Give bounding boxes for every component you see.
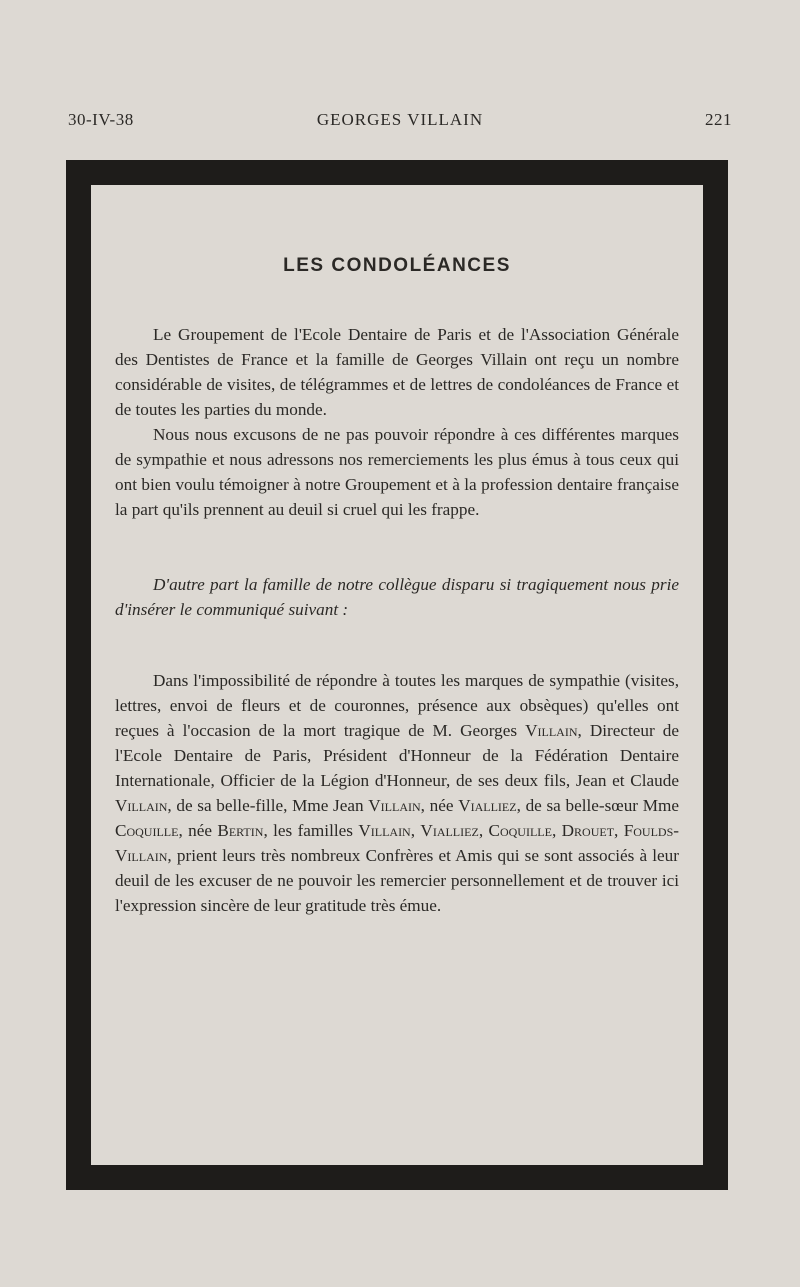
- separator: ,: [410, 821, 421, 840]
- notice-title: LES CONDOLÉANCES: [283, 255, 511, 276]
- paragraph-1: Le Groupement de l'Ecole Dentaire de Paris et de l'Association Générale des Dentistes de France et la famille de Georges Villain ont reçu un nombre considérable de visites, de télégrammes et de lettres de condoléances de France et de toutes les parties du monde.: [115, 325, 679, 419]
- communique-text-f: , née: [178, 821, 218, 840]
- communique-text-d: , née: [420, 796, 459, 815]
- separator: ,: [478, 821, 489, 840]
- name-villain: Villain: [115, 796, 168, 815]
- page-number: 221: [705, 110, 732, 129]
- name-vialliez: Vialliez: [458, 796, 517, 815]
- name-vialliez: Vialliez: [420, 821, 479, 840]
- communique-text-e: , de sa belle-sœur Mme: [516, 796, 679, 815]
- paragraph-2: Nous nous excusons de ne pas pouvoir répondre à ces différentes marques de sympathie et nous adressons nos remerciements les plus émus à tous ceux qui ont bien voulu témoigner à notre Groupement et à la profession dentaire française la part qu'ils prennent au deuil si cruel qui les frappe.: [115, 425, 679, 519]
- mourning-border: [66, 160, 728, 1190]
- notice-body: [91, 185, 703, 1165]
- communique-text-c: , de sa belle-fille, Mme Jean: [167, 796, 369, 815]
- communique-text-a: Dans l'impossibilité de répondre à toutes les marques de sympathie (visites, lettres, envoi de fleurs et de couronnes, présence aux obsèques) qu'elles ont reçues à l'occasion de la mort tragique de M. Georges: [115, 671, 679, 740]
- communique-text-h: , prient leurs très nombreux Confrères et Amis qui se sont associés à leur deuil de les excuser de ne pouvoir les remercier personnellement et de trouver ici l'expression sincère de leur gratitude très émue.: [115, 846, 679, 915]
- header-date: 30-IV-38: [68, 110, 134, 129]
- name-drouet: Drouet: [561, 821, 615, 840]
- name-villain: Villain: [358, 821, 411, 840]
- name-villain: Villain: [368, 796, 421, 815]
- page-header: [68, 110, 732, 138]
- name-coquille: Coquille: [115, 821, 179, 840]
- communique-text-b: , Directeur de l'Ecole Dentaire de Paris, Président d'Honneur de la Fédération Dentaire Internationale, Officier de la Légion d'Honneur, de ses deux fils, Jean et Claude: [115, 721, 679, 790]
- intro-italic: D'autre part la famille de notre collègue disparu si tragiquement nous prie d'insérer le communiqué suivant :: [115, 575, 679, 619]
- name-villain: Villain: [525, 721, 578, 740]
- running-title: GEORGES VILLAIN: [316, 110, 484, 129]
- communique-paragraph: [115, 668, 679, 918]
- separator: ,: [551, 821, 562, 840]
- name-coquille: Coquille: [488, 821, 552, 840]
- communique-text-g: , les familles: [263, 821, 359, 840]
- name-foulds-villain: Foulds-Villain: [115, 821, 679, 865]
- name-bertin: Bertin: [217, 821, 264, 840]
- separator: ,: [614, 821, 624, 840]
